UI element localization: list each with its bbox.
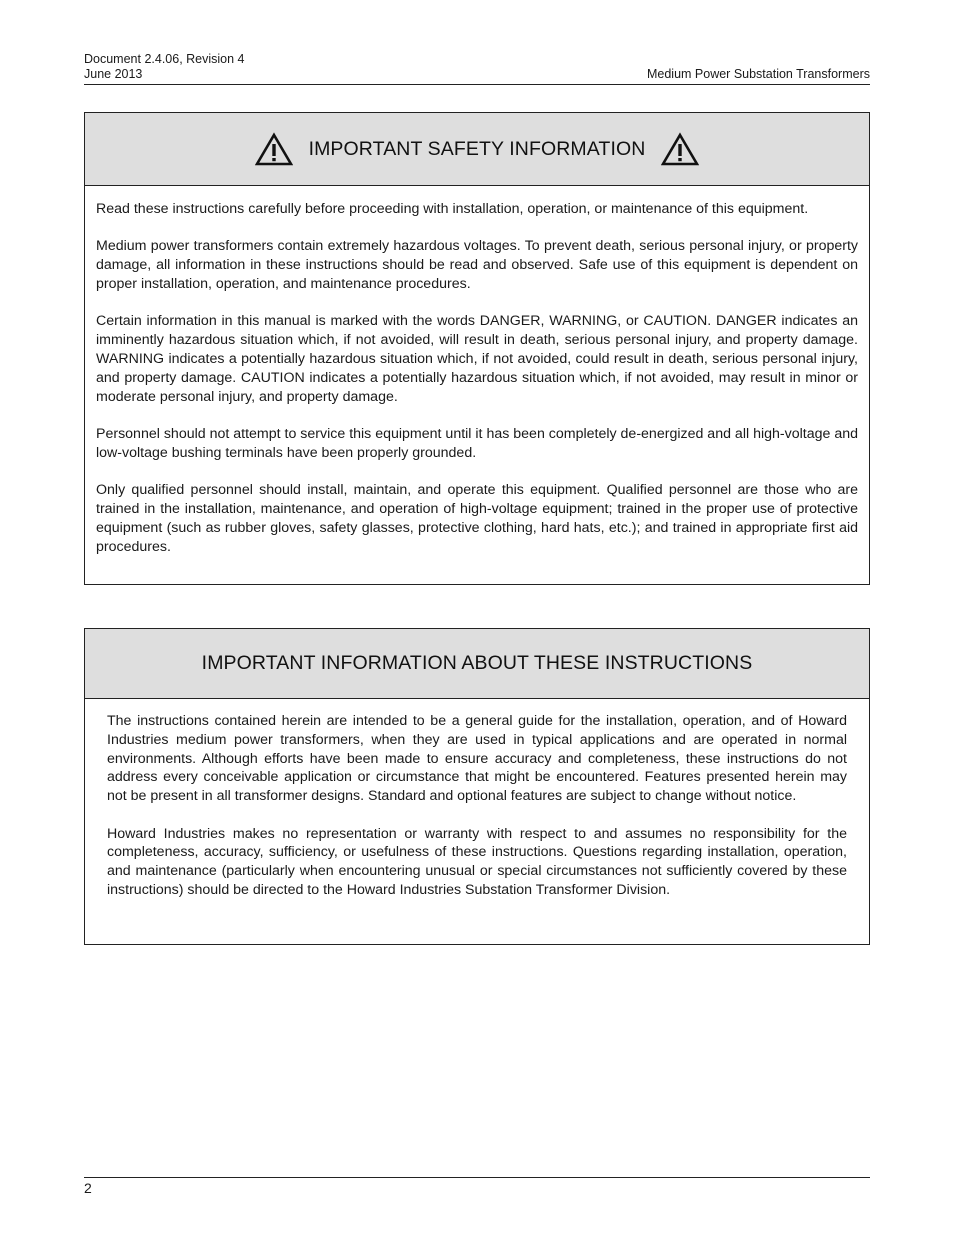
page-footer: [84, 1177, 870, 1196]
safety-information-box: [84, 112, 870, 585]
document-revision: Document 2.4.06, Revision 4: [84, 52, 245, 66]
safety-paragraph: Medium power transformers contain extremely hazardous voltages. To prevent death, serious personal injury, or property damage, all information in these instructions should be read and observed. Safe use of this equipment is dependent on proper installation, operation, and maintenance procedures.: [96, 238, 858, 292]
warning-triangle-icon: [255, 132, 293, 166]
safety-paragraph: Personnel should not attempt to service this equipment until it has been completely de-energized and all high-voltage and low-voltage bushing terminals have been properly grounded.: [96, 425, 858, 461]
safety-paragraph: Read these instructions carefully before proceeding with installation, operation, or maintenance of this equipment.: [96, 201, 809, 217]
document-date: June 2013: [84, 67, 143, 81]
safety-title-bar: [85, 113, 869, 186]
safety-paragraph: Only qualified personnel should install, maintain, and operate this equipment. Qualified personnel are those who are trained in the installation, maintenance, and operation of high-voltage equipment; trained in the proper use of protective equipment (such as rubber gloves, safety glasses, protective clothing, hard hats, etc.); and trained in appropriate first aid procedures.: [96, 482, 858, 555]
safety-content: [85, 186, 869, 556]
safety-title: IMPORTANT SAFETY INFORMATION: [308, 137, 646, 160]
header-product-title: Medium Power Substation Transformers: [646, 67, 870, 81]
page-number: 2: [84, 1180, 92, 1196]
instructions-content: [85, 699, 869, 900]
header-document-info: [84, 52, 245, 82]
page-header: [84, 52, 870, 85]
warning-triangle-icon: [661, 132, 699, 166]
instructions-title: IMPORTANT INFORMATION ABOUT THESE INSTRUCTIONS: [201, 652, 753, 674]
instructions-paragraph: The instructions contained herein are intended to be a general guide for the installation, operation, and of Howard Industries medium power transformers, when they are used in typical applications and are operated in normal environments. Although efforts have been made to ensure accuracy and completeness, these instructions do not address every conceivable application or circumstance that might be encountered. Features presented herein may not be present in all transformer designs. Standard and optional features are subject to change without notice.: [107, 713, 847, 805]
instructions-paragraph: Howard Industries makes no representation or warranty with respect to and assumes no responsibility for the completeness, accuracy, sufficiency, or usefulness of these instructions. Questions regarding installation, operation, and maintenance (particularly when encountering unusual or special circumstances not sufficiently covered by these instructions) should be directed to the Howard Industries Substation Transformer Division.: [107, 825, 847, 898]
instructions-information-box: [84, 628, 870, 945]
safety-paragraph: Certain information in this manual is marked with the words DANGER, WARNING, or CAUTION. DANGER indicates an imminently hazardous situation which, if not avoided, will result in death, serious personal injury, and property damage. WARNING indicates a potentially hazardous situation which, if not avoided, could result in death, serious personal injury, and property damage. CAUTION indicates a potentially hazardous situation which, if not avoided, may result in minor or moderate personal injury, and property damage.: [96, 313, 858, 405]
instructions-title-bar: [85, 629, 869, 699]
